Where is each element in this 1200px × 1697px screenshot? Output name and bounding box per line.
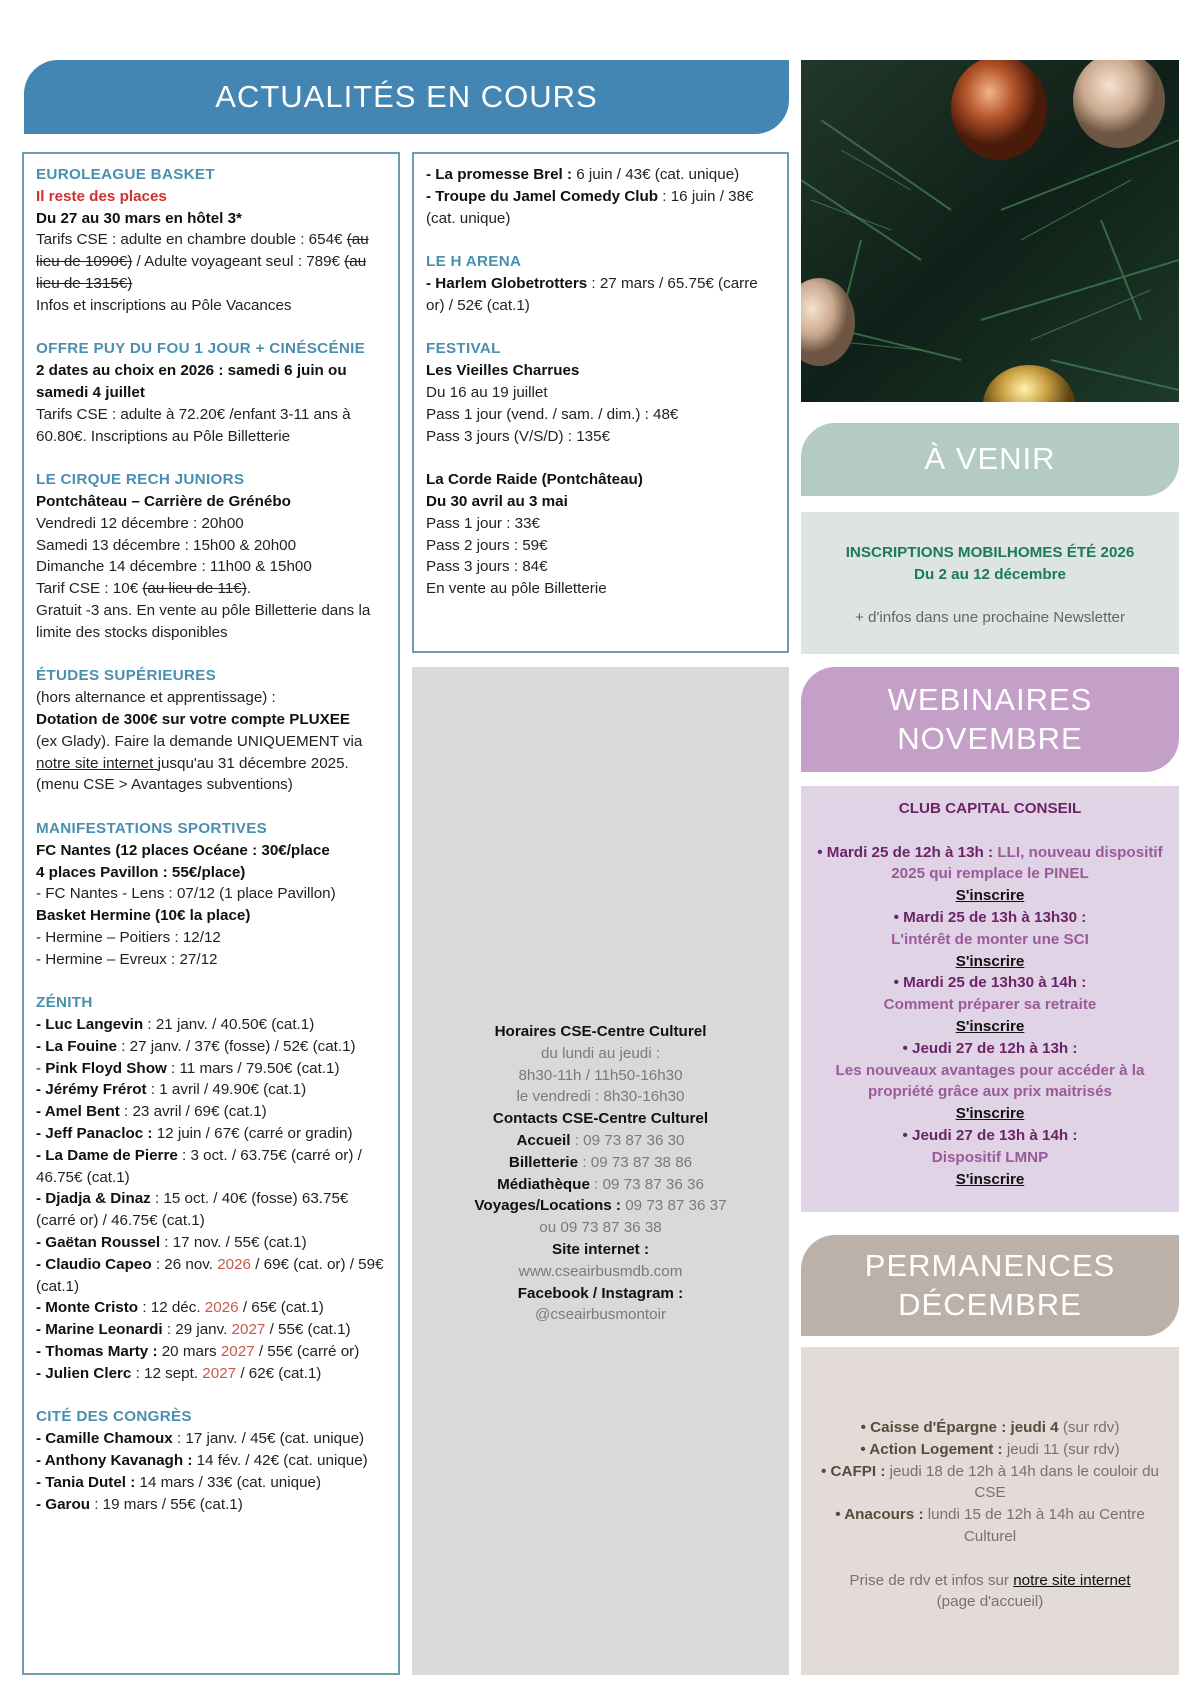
text-segment: Facebook / Instagram : <box>517 1284 684 1302</box>
text-line <box>36 1472 386 1494</box>
text-segment: jusqu'au 31 décembre 2025. (menu CSE > Avantages subventions) <box>36 754 349 794</box>
text-segment: : 09 73 87 36 36 <box>589 1175 704 1193</box>
text-segment: le vendredi : 8h30-16h30 <box>516 1088 685 1106</box>
text-segment: • Caisse d'Épargne : jeudi 4 <box>860 1419 1059 1436</box>
webinar-date: • Mardi 25 de 13h à 13h30 : <box>893 908 1087 926</box>
text-line <box>36 1363 386 1385</box>
webinar-item <box>809 1038 1171 1125</box>
text-segment: Les Vieilles Charrues <box>426 362 580 380</box>
text-segment: - Amel Bent <box>36 1103 120 1121</box>
text-segment: : 09 73 87 38 86 <box>578 1153 693 1171</box>
christmas-ornaments-photo <box>801 60 1179 402</box>
text-line <box>36 1450 386 1472</box>
text-segment: Pink Floyd Show <box>45 1059 167 1077</box>
register-link[interactable]: S'inscrire <box>955 952 1025 970</box>
section-title: LE CIRQUE RECH JUNIORS <box>36 471 245 489</box>
register-link-row <box>809 885 1171 907</box>
text-segment: - FC Nantes - Lens : 07/12 (1 place Pavillon) <box>36 885 336 903</box>
text-segment: Accueil <box>516 1131 571 1149</box>
section-block <box>36 469 386 643</box>
webinar-topic: LLI, nouveau dispositif 2025 qui remplace le PINEL <box>891 843 1163 883</box>
text-segment: Du 16 au 19 juillet <box>426 383 548 401</box>
text-segment: - La promesse Brel : <box>426 166 573 183</box>
text-line <box>426 535 775 557</box>
text-line <box>420 1021 781 1043</box>
text-line <box>420 1174 781 1196</box>
section-block <box>426 469 775 600</box>
text-line <box>36 1494 386 1516</box>
text-segment: FC Nantes (12 places Océane : 30€/place <box>36 841 330 859</box>
text-segment: Pontchâteau – Carrière de Grénébo <box>36 492 291 510</box>
mobilhomes-headline: INSCRIPTIONS MOBILHOMES ÉTÉ 2026 <box>845 544 1135 561</box>
text-segment: 6 juin / 43€ (cat. unique) <box>572 166 740 183</box>
text-segment: Basket Hermine (10€ la place) <box>36 907 251 925</box>
contacts-panel <box>412 667 789 1675</box>
section-title: FESTIVAL <box>426 340 501 358</box>
section-block <box>36 338 386 447</box>
text-line <box>426 186 775 230</box>
text-line <box>36 295 386 317</box>
text-segment: Médiathèque <box>497 1175 590 1193</box>
text-segment: du lundi au jeudi : <box>540 1044 661 1062</box>
text-line <box>36 709 386 731</box>
text-line <box>36 731 386 796</box>
webinar-line <box>809 842 1171 886</box>
register-link[interactable]: S'inscrire <box>955 1017 1025 1035</box>
text-segment: : 09 73 87 36 30 <box>570 1131 685 1149</box>
text-line <box>36 229 386 294</box>
text-line <box>420 1261 781 1283</box>
section-title: ZÉNITH <box>36 994 93 1012</box>
text-segment: Pass 2 jours : 59€ <box>426 536 548 554</box>
webinar-date: • Mardi 25 de 13h30 à 14h : <box>893 974 1087 992</box>
text-segment: 14 fév. / 42€ (cat. unique) <box>192 1452 368 1470</box>
a-venir-header: À VENIR <box>801 423 1179 496</box>
section-block <box>36 1406 386 1515</box>
text-segment: (au lieu de 1090€) <box>36 231 369 271</box>
text-line <box>36 883 386 905</box>
text-segment: 12 juin / 67€ (carré or gradin) <box>152 1125 353 1143</box>
text-line <box>426 382 775 404</box>
text-segment: Dotation de 300€ sur votre compte PLUXEE <box>36 710 350 728</box>
text-line <box>426 513 775 535</box>
text-segment: - Harlem Globetrotters <box>426 274 588 292</box>
webinar-topic: Les nouveaux avantages pour accéder à la propriété grâce aux prix maitrisés <box>835 1061 1145 1101</box>
text-line <box>36 1319 386 1341</box>
text-segment: 20 mars <box>157 1343 221 1361</box>
mobilhomes-dates: Du 2 au 12 décembre <box>914 565 1066 583</box>
text-line <box>36 491 386 513</box>
actualites-header: ACTUALITÉS EN COURS <box>24 60 789 134</box>
text-segment: Il reste des places <box>36 187 167 205</box>
text-segment: 2027 <box>220 1343 255 1361</box>
text-segment: / Adulte voyageant seul : 789€ <box>132 253 345 271</box>
webinar-topic: Dispositif LMNP <box>931 1148 1049 1166</box>
text-segment: Voyages/Locations : <box>474 1197 621 1215</box>
webinar-date: • Jeudi 27 de 13h à 14h : <box>902 1126 1078 1144</box>
text-segment: - Troupe du Jamel Comedy Club <box>426 187 659 205</box>
text-segment: - <box>36 1059 46 1077</box>
text-segment: - Hermine – Evreux : 27/12 <box>36 950 218 968</box>
text-line <box>420 1304 781 1326</box>
register-link-row <box>809 951 1171 973</box>
webinaires-panel <box>801 786 1179 1212</box>
text-line <box>36 862 386 884</box>
footer-text: Prise de rdv et infos sur <box>849 1571 1014 1589</box>
text-segment: - Marine Leonardi <box>36 1321 163 1339</box>
section-title: MANIFESTATIONS SPORTIVES <box>36 819 268 837</box>
webinar-item <box>809 1125 1171 1190</box>
club-title: CLUB CAPITAL CONSEIL <box>898 800 1082 817</box>
section-title: EUROLEAGUE BASKET <box>36 166 215 183</box>
text-segment: 14 mars / 33€ (cat. unique) <box>135 1473 322 1491</box>
text-segment: Tarifs CSE : adulte à 72.20€ /enfant 3-11 ans à 60.80€. Inscriptions au Pôle Billetterie <box>36 405 351 445</box>
text-segment: Tarif CSE : 10€ <box>36 580 143 598</box>
text-segment: 09 73 87 36 37 <box>621 1197 727 1215</box>
webinar-item <box>809 907 1171 972</box>
text-segment: 2 dates au choix en 2026 : samedi 6 juin ou samedi 4 juillet <box>36 362 347 401</box>
text-segment: (au lieu de 11€) <box>142 580 247 598</box>
text-line <box>36 513 386 535</box>
register-link-row <box>809 1103 1171 1125</box>
text-segment: Gratuit -3 ans. En vente au pôle Billetterie dans la limite des stocks disponibles <box>36 601 371 641</box>
text-segment: : 23 avril / 69€ (cat.1) <box>119 1103 267 1121</box>
text-line <box>420 1152 781 1174</box>
register-link[interactable]: S'inscrire <box>955 887 1025 905</box>
section-block <box>426 338 775 447</box>
webinar-item <box>809 972 1171 1037</box>
text-segment: - Anthony Kavanagh : <box>36 1452 193 1470</box>
text-segment: : 3 oct. / 63.75€ (carré or) / 46.75€ (cat.1) <box>36 1146 362 1186</box>
text-line <box>36 1341 386 1363</box>
text-line <box>426 164 775 186</box>
text-line <box>36 186 386 208</box>
text-segment: (au lieu de 1315€) <box>36 253 367 292</box>
text-line <box>36 1058 386 1080</box>
text-segment: : 1 avril / 49.90€ (cat.1) <box>146 1081 307 1099</box>
text-segment: - Luc Langevin <box>36 1016 144 1034</box>
text-segment: - Tania Dutel : <box>36 1473 136 1491</box>
text-segment: : 21 janv. / 40.50€ (cat.1) <box>143 1016 315 1034</box>
text-segment: jeudi 11 (sur rdv) <box>1002 1440 1120 1458</box>
text-segment: Site internet : <box>551 1240 650 1258</box>
text-segment: 8h30-11h / 11h50-16h30 <box>518 1066 683 1084</box>
section-title: OFFRE PUY DU FOU 1 JOUR + CINÉSCÉNIE <box>36 340 366 358</box>
text-segment: : 27 mars / 65.75€ (carre or) / 52€ (cat.1) <box>426 274 758 314</box>
text-segment: Du 27 au 30 mars en hôtel 3* <box>36 209 242 227</box>
text-line <box>426 273 775 317</box>
text-line <box>36 1145 386 1189</box>
text-segment: / 65€ (cat.1) <box>238 1299 324 1317</box>
text-segment: : 16 juin / 38€ (cat. unique) <box>426 187 754 227</box>
permanences-header: PERMANENCES DÉCEMBRE <box>801 1235 1179 1336</box>
text-segment: : 12 sept. <box>131 1364 203 1382</box>
text-line <box>811 1439 1169 1461</box>
text-segment: Pass 3 jours (V/S/D) : 135€ <box>426 427 611 445</box>
text-line <box>36 1079 386 1101</box>
text-segment: - Djadja & Dinaz <box>36 1190 151 1208</box>
text-segment: 2027 <box>231 1321 266 1339</box>
text-line <box>811 1417 1169 1439</box>
text-segment: • CAFPI : <box>821 1462 886 1480</box>
text-line <box>420 1108 781 1130</box>
text-line <box>420 1065 781 1087</box>
webinar-date: • Jeudi 27 de 12h à 13h : <box>902 1039 1078 1057</box>
text-segment: • Action Logement : <box>860 1440 1003 1458</box>
section-block <box>36 665 386 796</box>
text-segment: En vente au pôle Billetterie <box>426 580 607 598</box>
text-line <box>36 1232 386 1254</box>
text-line <box>36 600 386 644</box>
text-segment: Pass 1 jour (vend. / sam. / dim.) : 48€ <box>426 405 679 423</box>
text-segment: Pass 1 jour : 33€ <box>426 514 540 532</box>
text-segment: jeudi 18 de 12h à 14h dans le couloir du CSE <box>885 1462 1159 1502</box>
section-title: ÉTUDES SUPÉRIEURES <box>36 667 217 685</box>
text-segment: @cseairbusmontoir <box>534 1306 667 1324</box>
text-line <box>36 578 386 600</box>
text-segment: (ex Glady). Faire la demande UNIQUEMENT via <box>36 732 363 750</box>
text-line <box>36 1123 386 1145</box>
permanences-panel <box>801 1347 1179 1675</box>
text-segment: / 69€ (cat. or) / 59€ (cat.1) <box>36 1255 384 1295</box>
text-segment: lundi 15 de 12h à 14h au Centre Culturel <box>923 1506 1145 1545</box>
webinar-topic: Comment préparer sa retraite <box>883 996 1097 1014</box>
text-line <box>36 1036 386 1058</box>
text-line <box>811 1504 1169 1548</box>
text-segment: www.cseairbusmdb.com <box>518 1262 683 1280</box>
permanences-footer <box>811 1570 1169 1592</box>
text-line <box>420 1239 781 1261</box>
text-segment: Billetterie <box>508 1153 579 1171</box>
text-line <box>36 840 386 862</box>
text-line <box>811 1461 1169 1505</box>
section-title: CITÉ DES CONGRÈS <box>36 1408 192 1426</box>
text-line <box>36 1014 386 1036</box>
text-segment: Pass 3 jours : 84€ <box>426 558 548 576</box>
text-line <box>426 360 775 382</box>
newsletter-note: + d'infos dans une prochaine Newsletter <box>854 608 1126 626</box>
text-line <box>36 905 386 927</box>
text-segment: / 55€ (cat.1) <box>265 1321 351 1339</box>
webinar-line <box>809 907 1171 929</box>
webinar-line <box>809 1038 1171 1060</box>
text-line <box>36 360 386 404</box>
text-segment: Dimanche 14 décembre : 11h00 & 15h00 <box>36 558 312 576</box>
section-title: LE H ARENA <box>426 253 522 271</box>
webinar-line <box>809 1125 1171 1147</box>
text-segment: : 19 mars / 55€ (cat.1) <box>90 1495 243 1513</box>
text-line <box>426 491 775 513</box>
footer-note: (page d'accueil) <box>936 1593 1044 1611</box>
text-segment: - Julien Clerc <box>36 1364 132 1382</box>
section-block <box>36 818 386 971</box>
text-segment: (sur rdv) <box>1058 1419 1120 1436</box>
text-segment: . <box>246 580 252 598</box>
text-segment: Samedi 13 décembre : 15h00 & 20h00 <box>36 536 297 554</box>
text-segment: - Gaëtan Roussel <box>36 1234 161 1252</box>
text-line <box>426 404 775 426</box>
text-segment: - Monte Cristo <box>36 1299 139 1317</box>
text-line <box>36 927 386 949</box>
a-venir-panel <box>801 512 1179 654</box>
text-segment: Du 30 avril au 3 mai <box>426 492 568 510</box>
text-line <box>36 404 386 448</box>
text-line <box>36 535 386 557</box>
text-segment: - Claudio Capeo <box>36 1255 152 1273</box>
text-segment: (hors alternance et apprentissage) : <box>36 689 276 707</box>
text-line <box>36 208 386 230</box>
actualites-left-column <box>22 152 400 1675</box>
text-line <box>426 469 775 491</box>
webinaires-header: WEBINAIRES NOVEMBRE <box>801 667 1179 772</box>
register-link[interactable]: S'inscrire <box>955 1170 1025 1188</box>
register-link[interactable]: S'inscrire <box>955 1105 1025 1123</box>
site-link[interactable]: notre site internet <box>36 754 158 772</box>
text-segment: : 15 oct. / 40€ (fosse) 63.75€ (carré or) / 46.75€ (cat.1) <box>36 1190 349 1230</box>
text-segment: - Jérémy Frérot <box>36 1081 147 1099</box>
text-segment: La Corde Raide (Pontchâteau) <box>426 471 643 489</box>
webinar-line <box>809 972 1171 994</box>
text-segment: 4 places Pavillon : 55€/place) <box>36 863 246 881</box>
section-block <box>426 251 775 316</box>
text-line <box>426 426 775 448</box>
text-segment: 2027 <box>202 1364 237 1382</box>
text-line <box>420 1130 781 1152</box>
section-block <box>36 992 386 1384</box>
text-segment: - Hermine – Poitiers : 12/12 <box>36 928 221 946</box>
register-link-row <box>809 1016 1171 1038</box>
text-segment: - Jeff Panacloc : <box>36 1125 153 1143</box>
text-line <box>36 687 386 709</box>
text-segment: 2026 <box>217 1255 251 1273</box>
text-segment: : 29 janv. <box>162 1321 232 1339</box>
text-line <box>36 1428 386 1450</box>
text-line <box>420 1217 781 1239</box>
text-segment: - Garou <box>36 1495 91 1513</box>
text-segment: Vendredi 12 décembre : 20h00 <box>36 514 244 532</box>
text-line <box>426 556 775 578</box>
section-block <box>36 164 386 317</box>
text-line <box>420 1283 781 1305</box>
text-line <box>420 1086 781 1108</box>
text-line <box>36 1254 386 1298</box>
text-line <box>36 556 386 578</box>
text-segment: Contacts CSE-Centre Culturel <box>492 1110 709 1128</box>
text-segment: - Thomas Marty : <box>36 1343 158 1361</box>
webinar-date: • Mardi 25 de 12h à 13h : <box>817 843 994 861</box>
text-segment: 2026 <box>204 1299 239 1317</box>
text-line <box>420 1195 781 1217</box>
text-line <box>36 1188 386 1232</box>
text-line <box>36 1297 386 1319</box>
register-link-row <box>809 1169 1171 1191</box>
text-segment: - Camille Chamoux <box>36 1430 173 1448</box>
text-segment: Horaires CSE-Centre Culturel <box>494 1023 707 1040</box>
text-segment: / 62€ (cat.1) <box>236 1364 322 1382</box>
text-segment: - La Dame de Pierre <box>36 1146 178 1164</box>
text-segment: : 17 nov. / 55€ (cat.1) <box>160 1234 307 1252</box>
text-line <box>36 1101 386 1123</box>
webinar-topic: L'intérêt de monter une SCI <box>891 930 1089 948</box>
actualites-middle-column <box>412 152 789 653</box>
text-line <box>426 578 775 600</box>
text-segment: : 26 nov. <box>151 1255 218 1273</box>
text-segment: / 55€ (carré or) <box>254 1343 360 1361</box>
text-segment: : 27 janv. / 37€ (fosse) / 52€ (cat.1) <box>117 1037 356 1055</box>
text-segment: • Anacours : <box>835 1506 924 1524</box>
webinar-item <box>809 842 1171 907</box>
site-link[interactable]: notre site internet <box>1013 1571 1131 1589</box>
text-segment: : 11 mars / 79.50€ (cat.1) <box>166 1059 340 1077</box>
text-line <box>420 1043 781 1065</box>
text-segment: - La Fouine <box>36 1037 117 1055</box>
text-segment: ou 09 73 87 36 38 <box>539 1219 662 1237</box>
text-segment: : 12 déc. <box>138 1299 205 1317</box>
text-segment: Infos et inscriptions au Pôle Vacances <box>36 296 292 314</box>
text-segment: Tarifs CSE : adulte en chambre double : 654€ <box>36 231 347 249</box>
text-line <box>36 949 386 971</box>
section-block <box>426 164 775 229</box>
text-segment: : 17 janv. / 45€ (cat. unique) <box>172 1430 365 1448</box>
